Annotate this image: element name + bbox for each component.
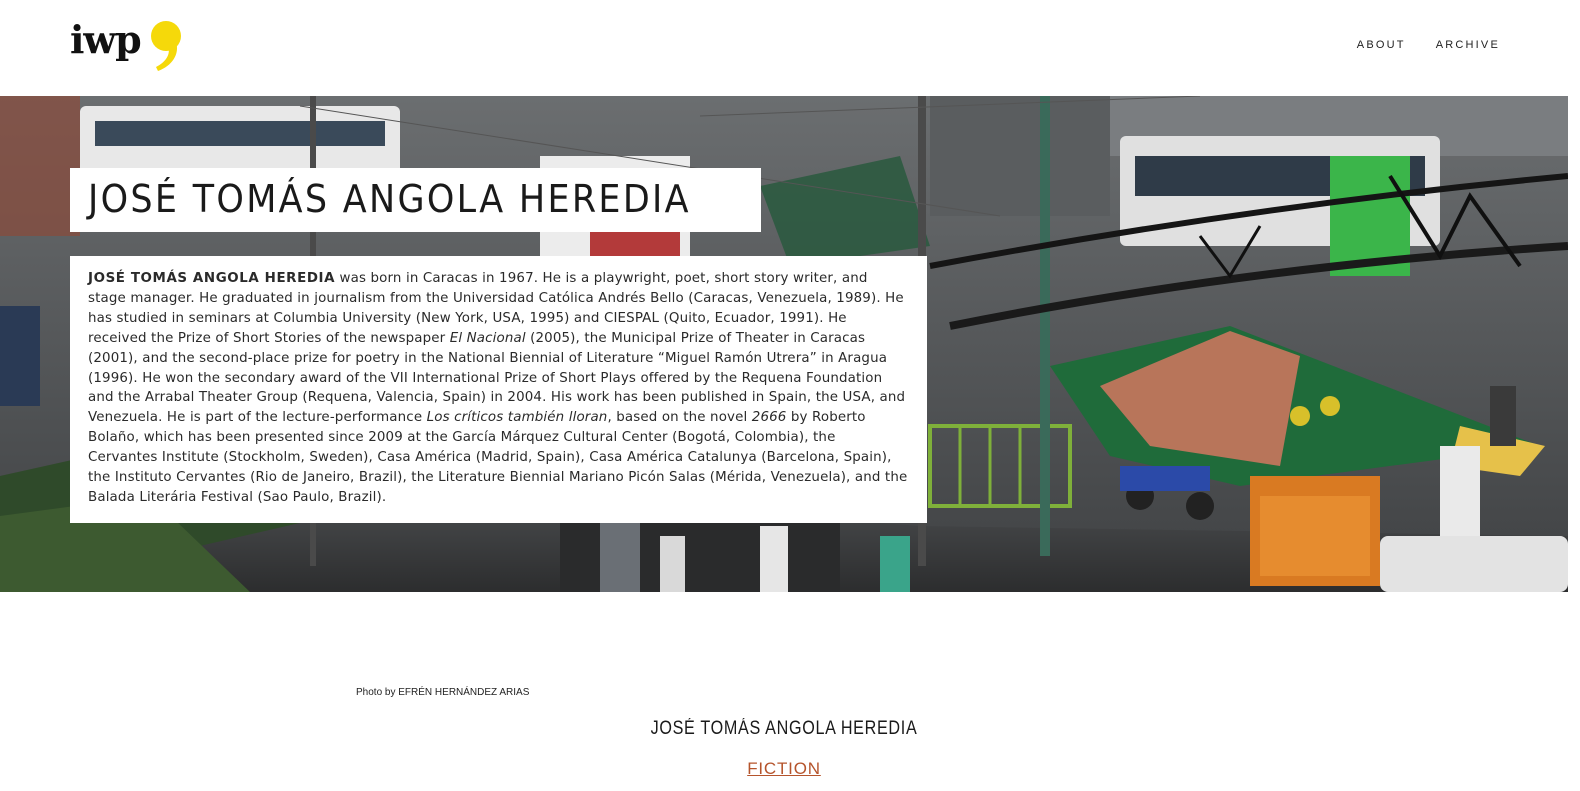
bio-part-3: , based on the novel — [607, 410, 752, 426]
genre-fiction-link[interactable]: FICTION — [747, 759, 821, 778]
bio-name: JOSÉ TOMÁS ANGOLA HEREDIA — [88, 271, 336, 286]
bio-part-1: was born in Caracas in 1967. He is a playwright, poet, short story writer, and stage manager. He graduated in journalism from the Universidad Católica Andrés Bello (Caracas, Venezuela, 1989). He has studied in seminars at Columbia University (New York, USA, 1995) and CIESPAL (Quito, Ecuador, 1991). He received the Prize of Short Stories of the newspaper — [88, 271, 904, 346]
bio-part-4: by Roberto Bolaño, which has been presented since 2009 at the García Márquez Cultural Center (Bogotá, Colombia), the Cervantes Institute (Stockholm, Sweden), Casa América (Madrid, Spain), Casa América Catalunya (Barcelona, Spain), the Instituto Cervantes (Rio de Janeiro, Brazil), the Literature Biennial Mariano Picón Salas (Mérida, Venezuela), and the Balada Literária Festival (Sao Paulo, Brazil). — [88, 410, 908, 505]
logo-comma-icon — [146, 18, 184, 72]
nav-archive-link[interactable]: ARCHIVE — [1435, 39, 1500, 51]
photo-credit: Photo by EFRÉN HERNÁNDEZ ARIAS — [356, 687, 530, 698]
main-nav — [1357, 39, 1500, 51]
bio-italic-performance: Los críticos también lloran — [426, 410, 608, 426]
iwp-logo[interactable] — [70, 18, 184, 72]
bio-italic-novel: 2666 — [751, 410, 787, 426]
nav-about-link[interactable]: ABOUT — [1356, 39, 1406, 51]
bio-text — [88, 269, 909, 508]
bio-part-2: (2005), the Municipal Prize of Theater in Caracas (2001), and the second-place prize for poetry in the National Biennial of Literature “Miguel Ramón Utrera” in Aragua (1996). He won the secondary award of the VII International Prize of Short Plays offered by the Requena Foundation and the Arrabal Theater Group (Requena, Valencia, Spain) in 2004. His work has been published in Spain, the USA, and Venezuela. He is part of the lecture-performance — [88, 330, 906, 426]
genre-container — [0, 759, 1568, 779]
author-title-box — [70, 168, 761, 232]
author-title: JOSÉ TOMÁS ANGOLA HEREDIA — [88, 177, 691, 221]
site-header — [0, 0, 1580, 96]
author-name-heading: JOSÉ TOMÁS ANGOLA HEREDIA — [650, 718, 918, 739]
hero-photo — [0, 96, 1580, 592]
bio-box — [70, 256, 927, 523]
bio-italic-newspaper: El Nacional — [449, 330, 526, 346]
logo-text: iwp — [70, 17, 141, 62]
